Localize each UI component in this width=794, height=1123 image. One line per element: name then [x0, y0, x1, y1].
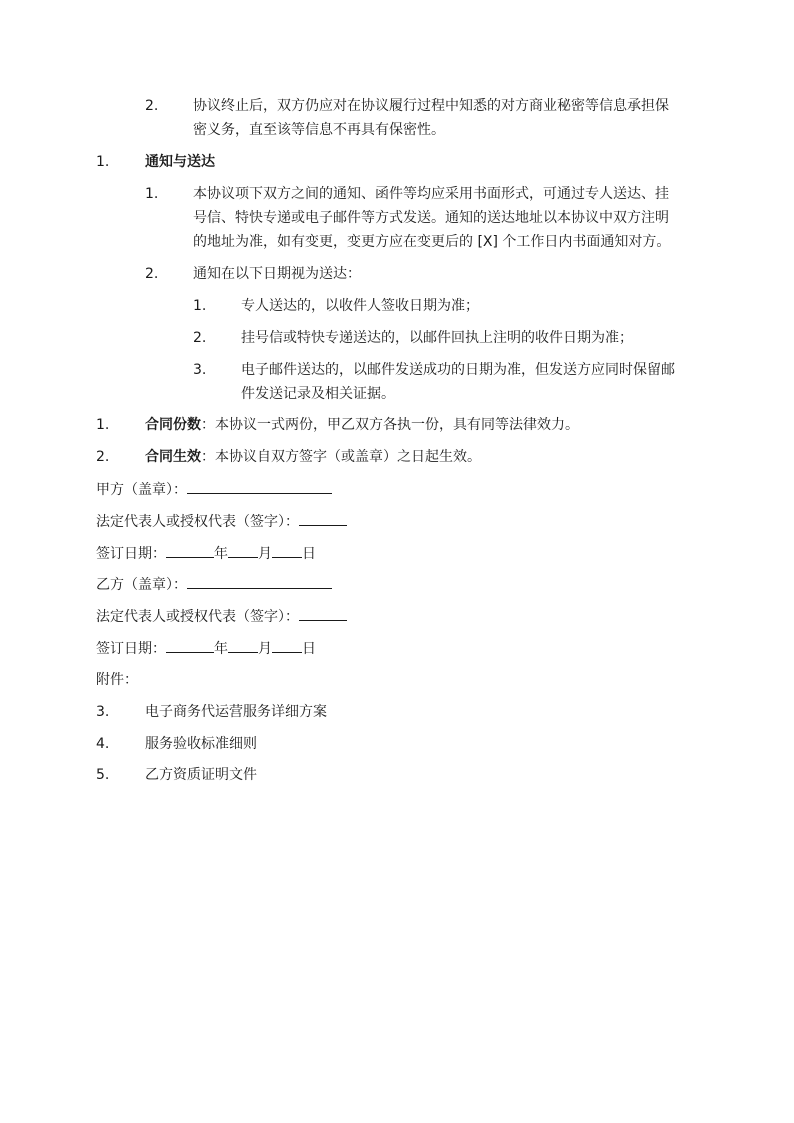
clause-text: ：本协议一式两份，甲乙双方各执一份，具有同等法律效力。 [201, 417, 579, 433]
year-blank[interactable] [166, 543, 214, 558]
list-number: 3. [96, 704, 110, 720]
clause-text: ：本协议自双方签字（或盖章）之日起生效。 [201, 449, 481, 465]
attachment-item: 电子商务代运营服务详细方案 [145, 704, 327, 720]
date-label: 签订日期： [96, 546, 166, 562]
party-a-rep-label: 法定代表人或授权代表（签字）： [96, 514, 299, 530]
party-a-seal-blank[interactable] [187, 479, 332, 494]
party-b-seal-blank[interactable] [187, 574, 332, 589]
list-number: 1. [145, 186, 159, 202]
notice-sub-clause-2: 挂号信或特快专递送达的，以邮件回执上注明的收件日期为准； [241, 330, 633, 346]
notice-sub-clause-3 [241, 358, 711, 406]
sub-list-number: 3. [193, 362, 207, 378]
clause-label: 合同份数 [145, 417, 201, 433]
attachments-label: 附件： [96, 672, 138, 688]
party-b-signature-blank[interactable] [299, 606, 347, 621]
clause-line: 电子邮件送达的，以邮件发送成功的日期为准，但发送方应同时保留邮 [241, 362, 675, 378]
party-a-seal-line [96, 479, 332, 500]
contract-effective-clause [145, 447, 481, 467]
confidentiality-clause-2 [193, 94, 713, 142]
day-blank[interactable] [272, 543, 302, 558]
clause-line: 密义务，直至该等信息不再具有保密性。 [193, 122, 445, 138]
year-unit: 年 [214, 641, 228, 657]
notice-clause-1 [193, 182, 713, 254]
party-a-label: 甲方（盖章）： [96, 482, 187, 498]
day-unit: 日 [302, 641, 316, 657]
party-a-representative-line [96, 511, 347, 532]
clause-line: 协议终止后，双方仍应对在协议履行过程中知悉的对方商业秘密等信息承担保 [193, 98, 669, 114]
month-unit: 月 [258, 546, 272, 562]
list-number: 2. [145, 266, 159, 282]
party-b-seal-line [96, 574, 332, 595]
party-a-signature-blank[interactable] [299, 511, 347, 526]
day-unit: 日 [302, 546, 316, 562]
section-number: 2. [96, 449, 110, 465]
year-unit: 年 [214, 546, 228, 562]
section-title-notice: 通知与送达 [145, 154, 215, 170]
attachment-item: 服务验收标准细则 [145, 736, 257, 752]
party-b-rep-label: 法定代表人或授权代表（签字）： [96, 609, 299, 625]
date-label: 签订日期： [96, 641, 166, 657]
clause-line: 件发送记录及相关证据。 [241, 386, 395, 402]
party-b-representative-line [96, 606, 347, 627]
year-blank[interactable] [166, 638, 214, 653]
clause-line: 本协议项下双方之间的通知、函件等均应采用书面形式，可通过专人送达、挂 [193, 186, 669, 202]
month-blank[interactable] [228, 638, 258, 653]
day-blank[interactable] [272, 638, 302, 653]
sub-list-number: 1. [193, 298, 207, 314]
clause-line: 号信、特快专递或电子邮件等方式发送。通知的送达地址以本协议中双方注明 [193, 210, 669, 226]
list-number: 4. [96, 736, 110, 752]
month-unit: 月 [258, 641, 272, 657]
attachment-item: 乙方资质证明文件 [145, 767, 257, 783]
contract-copies-clause [145, 415, 579, 435]
list-number: 2. [145, 98, 159, 114]
notice-sub-clause-1: 专人送达的，以收件人签收日期为准； [241, 298, 479, 314]
section-number: 1. [96, 154, 110, 170]
notice-clause-2: 通知在以下日期视为送达： [193, 266, 361, 282]
list-number: 5. [96, 767, 110, 783]
clause-label: 合同生效 [145, 449, 201, 465]
party-b-label: 乙方（盖章）： [96, 577, 187, 593]
month-blank[interactable] [228, 543, 258, 558]
clause-line: 的地址为准，如有变更，变更方应在变更后的 [X] 个工作日内书面通知对方。 [193, 234, 671, 250]
party-b-date-line [96, 638, 316, 659]
section-number: 1. [96, 417, 110, 433]
party-a-date-line [96, 543, 316, 564]
sub-list-number: 2. [193, 330, 207, 346]
